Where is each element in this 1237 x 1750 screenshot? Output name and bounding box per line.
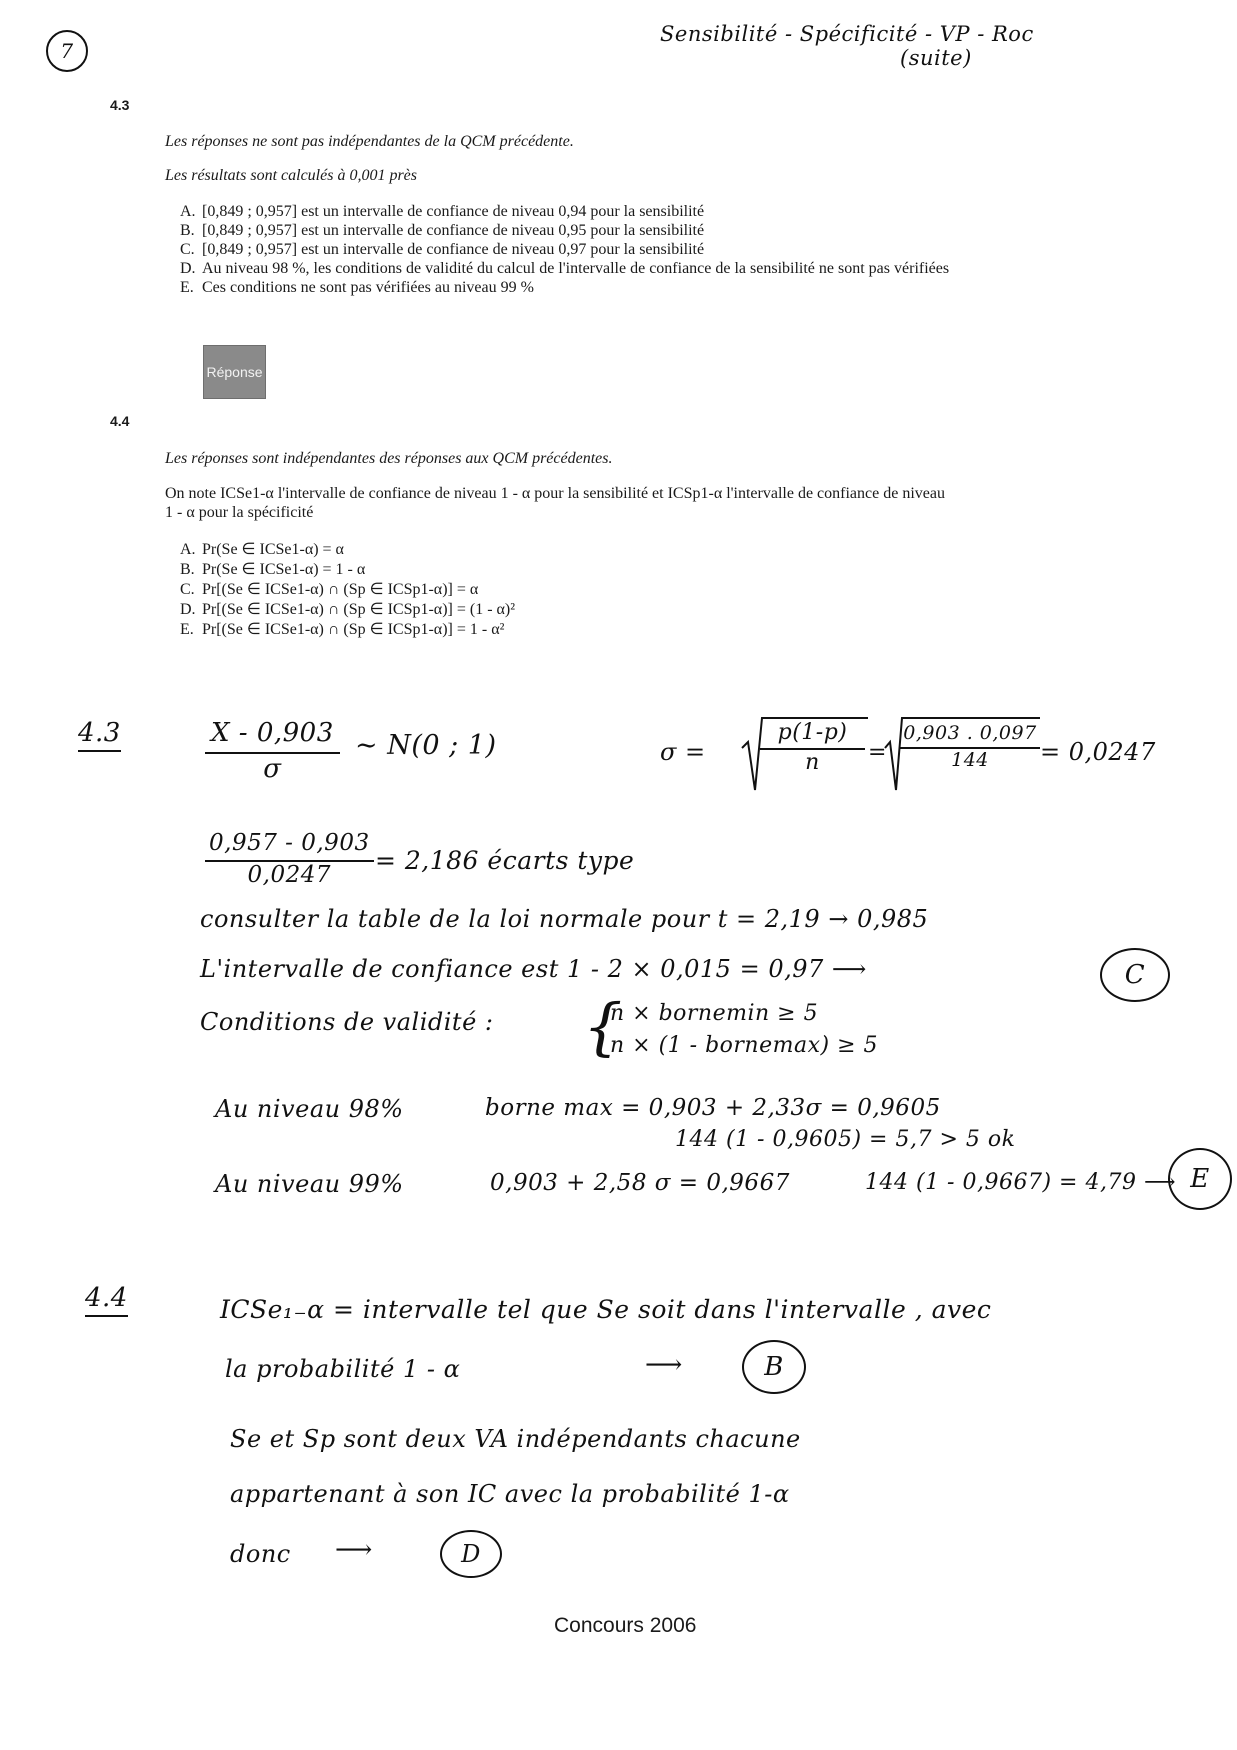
page-footer: Concours 2006 — [554, 1614, 697, 1637]
therefore-word: donc — [230, 1540, 291, 1568]
fraction-numerator: X - 0,903 — [205, 718, 340, 754]
option-d: D. Au niveau 98 %, les conditions de validité du calcul de l'intervalle de confiance de la sensibilité ne sont pas vérifiées — [180, 260, 950, 277]
z-fraction-denominator: 0,0247 — [247, 862, 332, 888]
option-b: B. Pr(Se ∈ ICSe1-α) = 1 - α — [180, 561, 366, 578]
q43-precision: Les résultats sont calculés à 0,001 près — [165, 167, 417, 184]
page-number: 7 — [60, 39, 74, 63]
title-line-1: Sensibilité - Spécificité - VP - Roc — [660, 22, 1034, 46]
icse-definition: ICSe₁₋α = intervalle tel que Se soit dans l'intervalle , avec — [220, 1295, 992, 1324]
answer-c: C — [1124, 960, 1146, 990]
membership-line: appartenant à son IC avec la probabilité 1-α — [230, 1480, 790, 1508]
sqrt-denominator: n — [805, 750, 820, 775]
title-line-2: (suite) — [900, 46, 972, 70]
arrow-d: ⟶ — [335, 1535, 373, 1565]
q44-note-line-1: On note ICSe1-α l'intervalle de confiance de niveau 1 - α pour la sensibilité et ICSp1-α l'intervalle de confiance de niveau — [165, 485, 945, 502]
option-a: A. Pr(Se ∈ ICSe1-α) = α — [180, 541, 344, 558]
level-99-bound: 0,903 + 2,58 σ = 0,9667 — [490, 1170, 790, 1196]
level-98-bound: borne max = 0,903 + 2,33σ = 0,9605 — [485, 1095, 941, 1121]
option-a: A. [0,849 ; 0,957] est un intervalle de confiance de niveau 0,94 pour la sensibilité — [180, 203, 705, 220]
validity-label: Conditions de validité : — [200, 1008, 494, 1036]
reponse-button[interactable]: Réponse — [203, 345, 266, 399]
interval-level-line: L'intervalle de confiance est 1 - 2 × 0,015 = 0,97 ⟶ — [200, 955, 867, 983]
level-98-check: 144 (1 - 0,9605) = 5,7 > 5 ok — [675, 1127, 1016, 1152]
hand-label-4-3: 4.3 — [78, 718, 121, 752]
hand-label-4-4: 4.4 — [85, 1283, 128, 1317]
option-c: C. [0,849 ; 0,957] est un intervalle de confiance de niveau 0,97 pour la sensibilité — [180, 241, 705, 258]
option-d: D. Pr[(Se ∈ ICSe1-α) ∩ (Sp ∈ ICSp1-α)] = (1 - α)² — [180, 601, 516, 618]
z-fraction-numerator: 0,957 - 0,903 — [205, 830, 374, 862]
equals-sign: = — [868, 740, 887, 765]
option-b: B. [0,849 ; 0,957] est un intervalle de confiance de niveau 0,95 pour la sensibilité — [180, 222, 705, 239]
fraction-denominator: σ — [263, 754, 282, 784]
normal-distribution: ∼ N(0 ; 1) — [355, 730, 497, 761]
q44-note-line-2: 1 - α pour la spécificité — [165, 504, 314, 521]
condition-max: n × (1 - bornemax) ≥ 5 — [610, 1033, 879, 1058]
option-e: E. Ces conditions ne sont pas vérifiées au niveau 99 % — [180, 279, 534, 296]
question-number-4-3: 4.3 — [110, 97, 130, 113]
probability-line: la probabilité 1 - α — [225, 1355, 461, 1383]
level-99-label: Au niveau 99% — [215, 1170, 404, 1198]
question-number-4-4: 4.4 — [110, 413, 130, 429]
sigma-lhs: σ = — [660, 738, 706, 766]
consult-table-line: consulter la table de la loi normale pour t = 2,19 → 0,985 — [200, 905, 929, 933]
answer-d: D — [461, 1540, 481, 1568]
q44-intro: Les réponses sont indépendantes des réponses aux QCM précédentes. — [165, 450, 613, 467]
arrow-b: ⟶ — [645, 1350, 683, 1380]
level-98-label: Au niveau 98% — [215, 1095, 404, 1123]
sqrt-numerator: p(1-p) — [760, 720, 865, 750]
independence-line: Se et Sp sont deux VA indépendants chacune — [230, 1425, 801, 1453]
validity-brace: { — [583, 990, 623, 1063]
level-99-check: 144 (1 - 0,9667) = 4,79 ⟶ — [865, 1170, 1176, 1195]
sigma-value: = 0,0247 — [1040, 738, 1156, 766]
sqrt-numeric-numerator: 0,903 . 0,097 — [900, 722, 1040, 749]
condition-min: n × bornemin ≥ 5 — [610, 1001, 819, 1026]
answer-b: B — [764, 1352, 784, 1382]
option-e: E. Pr[(Se ∈ ICSe1-α) ∩ (Sp ∈ ICSp1-α)] = 1 - α² — [180, 621, 505, 638]
ecarts-type: = 2,186 écarts type — [375, 846, 635, 875]
q43-intro: Les réponses ne sont pas indépendantes de la QCM précédente. — [165, 133, 574, 150]
answer-e: E — [1190, 1164, 1210, 1194]
sqrt-numeric-denominator: 144 — [951, 749, 989, 771]
option-c: C. Pr[(Se ∈ ICSe1-α) ∩ (Sp ∈ ICSp1-α)] = α — [180, 581, 479, 598]
